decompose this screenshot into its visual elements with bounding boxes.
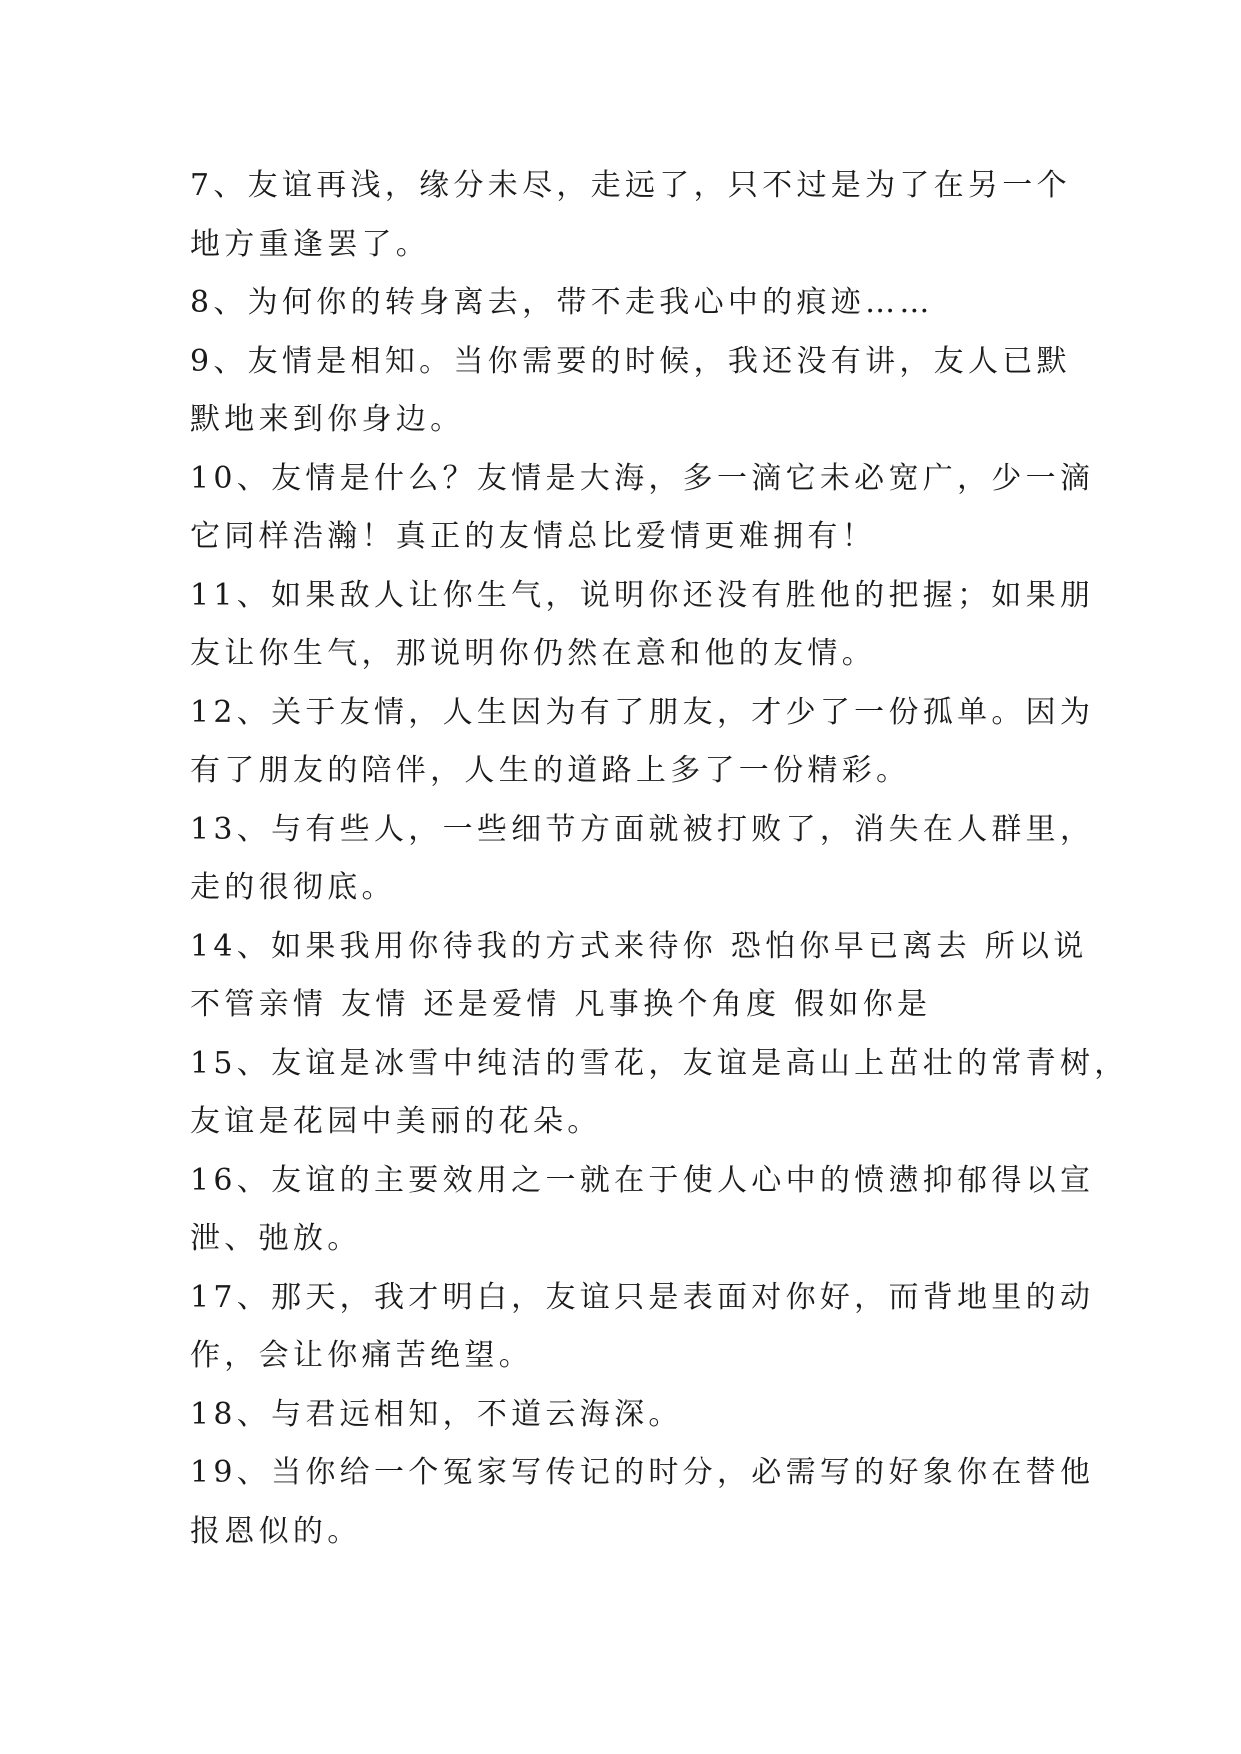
text-line: 16、友谊的主要效用之一就在于使人心中的愤懑抑郁得以宣 [190,1162,1095,1198]
text-line: 默地来到你身边。 [190,402,465,437]
text-line: 有了朋友的陪伴，人生的道路上多了一份精彩。 [190,753,911,788]
text-line: 12、关于友情，人生因为有了朋友，才少了一份孤单。因为 [190,694,1095,730]
text-line: 9、友情是相知。当你需要的时候，我还没有讲，友人已默 [190,343,1071,379]
text-line: 15、友谊是冰雪中纯洁的雪花，友谊是高山上茁壮的常青树， [190,1045,1129,1081]
text-line: 17、那天，我才明白，友谊只是表面对你好，而背地里的动 [190,1279,1095,1315]
text-line: 友谊是花园中美丽的花朵。 [190,1104,602,1139]
text-line: 作，会让你痛苦绝望。 [190,1338,533,1373]
text-line: 11、如果敌人让你生气，说明你还没有胜他的把握；如果朋 [190,577,1095,613]
text-line: 泄、弛放。 [190,1221,362,1256]
document-body [190,157,1129,1561]
text-line: 走的很彻底。 [190,870,396,905]
text-line: 不管亲情 友情 还是爱情 凡事换个角度 假如你是 [190,987,932,1022]
text-line: 18、与君远相知，不道云海深。 [190,1396,683,1432]
text-line: 10、友情是什么？友情是大海，多一滴它未必宽广，少一滴 [190,460,1095,496]
text-line: 它同样浩瀚！真正的友情总比爱情更难拥有！ [190,519,876,554]
text-line: 地方重逢罢了。 [190,226,431,262]
text-line: 13、与有些人，一些细节方面就被打败了，消失在人群里， [190,811,1095,847]
text-line: 14、如果我用你待我的方式来待你 恐怕你早已离去 所以说 [190,928,1088,964]
text-line: 19、当你给一个冤家写传记的时分，必需写的好象你在替他 [190,1455,1095,1490]
text-line: 友让你生气，那说明你仍然在意和他的友情。 [190,636,876,671]
text-line: 报恩似的。 [190,1513,362,1549]
text-line: 7、友谊再浅，缘分未尽，走远了，只不过是为了在另一个 [190,168,1071,203]
text-line: 8、为何你的转身离去，带不走我心中的痕迹…… [190,285,934,320]
